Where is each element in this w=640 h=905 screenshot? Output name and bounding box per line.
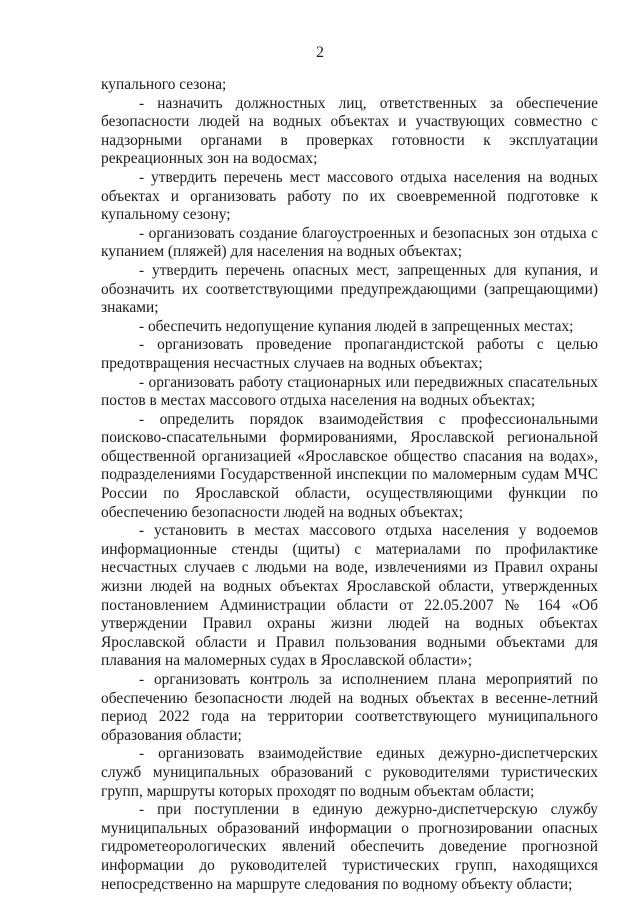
paragraph-plan-control: - организовать контроль за исполнением плана мероприятий по обеспечению безопасности людей на водных объектах в весенне-летний период 2022 года на территории соответствующего муниципального образования области; bbox=[101, 671, 598, 744]
paragraph-dangerous-places: - утвердить перечень опасных мест, запрещенных для купания, и обозначить их соответствующими предупреждающими (запрещающими) знаками; bbox=[101, 261, 598, 317]
paragraph-information-stands: - установить в местах массового отдыха населения у водоемов информационные стенды (щиты) с материалами по профилактике несчастных случаев с людьми на воде, извлечениями из Правил охраны жизни людей на водных объектах Ярославской области, утвержденных постановлением Администрации области от 22.05.2007 № 164 «Об утверждении Правил охраны жизни людей на водных объектах Ярославской области и Правил пользования водными объектами для плавания на маломерных судах в Ярославской области»; bbox=[101, 522, 598, 670]
paragraph-forecast-information: - при поступлении в единую дежурно-диспетчерскую службу муниципальных образований информации о прогнозировании опасных гидрометеорологических явлений обеспечить доведение прогнозной информации до руководителей туристических групп, находящихся непосредственно на маршруте следования по водному объекту области; bbox=[101, 801, 598, 893]
paragraph-continuation: купального сезона; bbox=[101, 76, 227, 93]
paragraph-interaction-order: - определить порядок взаимодействия с профессиональными поисково-спасательными формированиями, Ярославской региональной общественной организацией «Ярославское общество спасания на водах», подразделениями Государственной инспекции по маломерным судам МЧС России по Ярославской области, осуществляющими функции по обеспечению безопасности людей на водных объектах; bbox=[101, 410, 598, 521]
paragraph-approve-recreation-list: - утвердить перечень мест массового отдыха населения на водных объектах и организовать работу по их своевременной подготовке к купальному сезону; bbox=[101, 168, 598, 224]
page-number: 2 bbox=[316, 44, 324, 61]
paragraph-organize-beaches: - организовать создание благоустроенных и безопасных зон отдыха с купанием (пляжей) для населения на водных объектах; bbox=[101, 224, 598, 261]
document-body bbox=[101, 76, 598, 894]
paragraph-dispatch-interaction: - организовать взаимодействие единых дежурно-диспетчерских служб муниципальных образований с руководителями туристических групп, маршруты которых проходят по водным объектам области; bbox=[101, 745, 598, 800]
paragraph-prevent-swimming: - обеспечить недопущение купания людей в запрещенных местах; bbox=[139, 317, 574, 335]
paragraph-propaganda-work: - организовать проведение пропагандистской работы с целью предотвращения несчастных случаев на водных объектах; bbox=[101, 336, 598, 372]
paragraph-rescue-posts: - организовать работу стационарных или передвижных спасательных постов в местах массового отдыха населения на водных объектах; bbox=[101, 373, 598, 410]
paragraph-appoint-officials: - назначить должностных лиц, ответственных за обеспечение безопасности людей на водных объектах и участвующих совместно с надзорными органами в проверках готовности к эксплуатации рекреационных зон на водосмах; bbox=[101, 94, 598, 168]
